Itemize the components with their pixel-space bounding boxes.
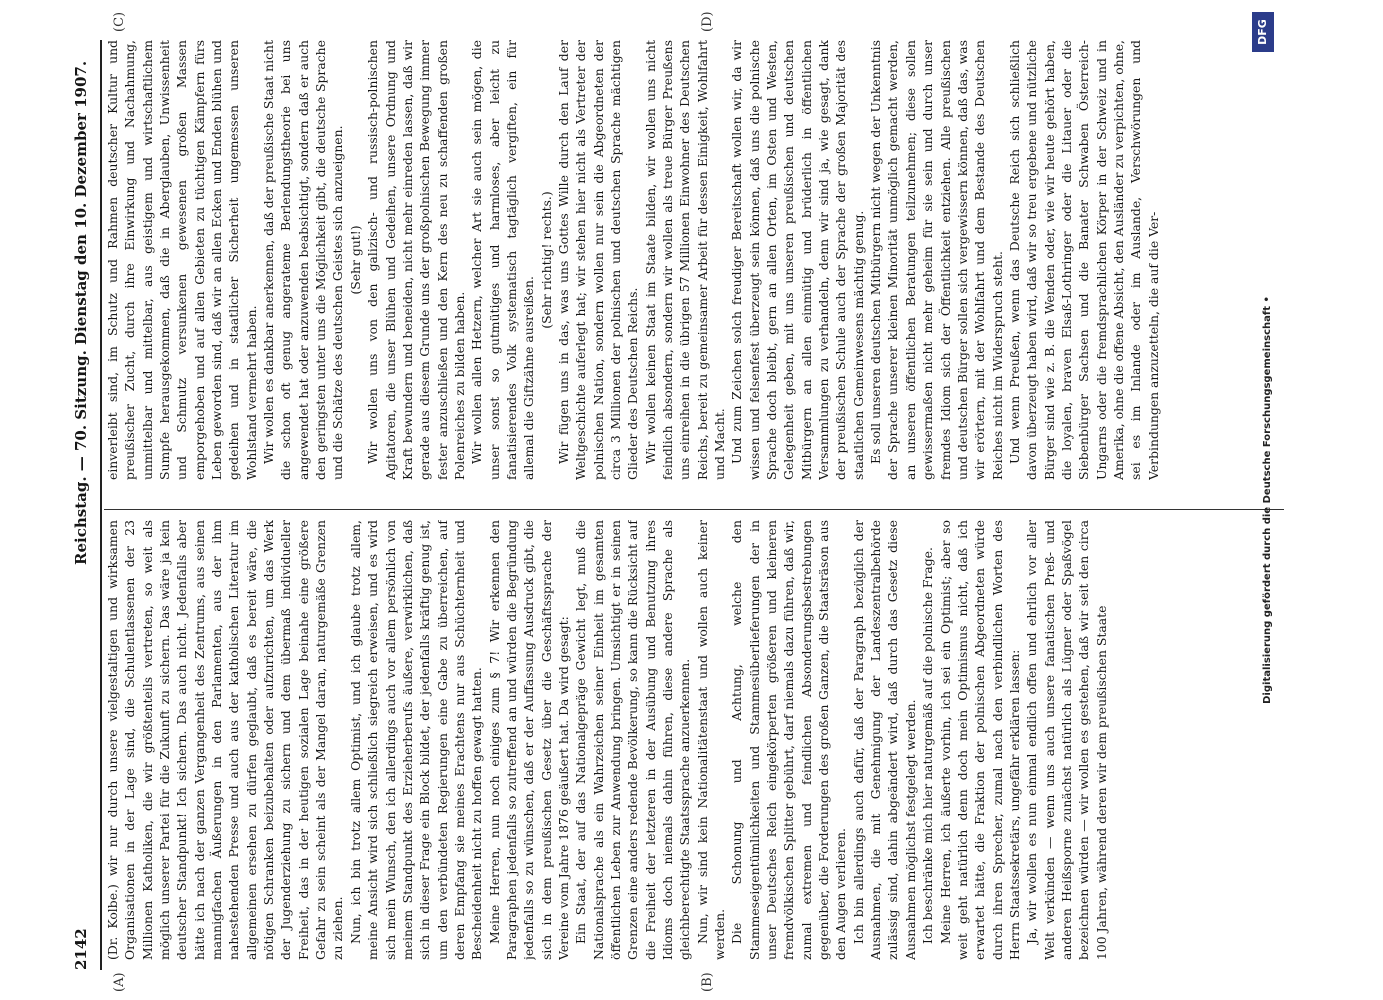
marker-b: (B) bbox=[700, 972, 715, 992]
marker-a: (A) bbox=[112, 972, 127, 992]
right-column bbox=[104, 40, 1284, 480]
paragraph: Wir wollen uns von den galizisch- und russisch-polnischen Agitatoren, die unser Blühen und Gedeihen, unsere Ordnung und Kraft bewundern und beneiden, nicht mehr einreden lassen, daß wir gerade aus diesem Grunde uns der großpolnischen Bewegung immer fester anzuschließen und den Kern des neu zu schaffenden großen Polenreiches zu bilden haben. bbox=[365, 40, 467, 480]
paragraph: Meine Herren, nun noch einiges zum § 7! Wir erkennen den Paragraphen jedenfalls so zutreffend an und würden die Begründung jedenfalls so zu wünschen, daß er der Auffassung Ausdruck gibt, die sich in dem preußischen Gesetz über die Geschäftssprache der Vereine vom Jahre 1876 geäußert hat. Da wird gesagt: bbox=[486, 520, 571, 960]
paragraph: Nun, ich bin trotz allem Optimist, und ich glaube trotz allem, meine Ansicht wird sich schließlich siegreich erweisen, und es wird sich mein Wunsch, den ich allerdings auch vor allem persönlich von meinem Standpunkt des Erzieherberufs äußere, verwirklichen, daß sich in dieser Frage ein Block bildet, der jedenfalls kräftig genug ist, um den verbündeten Regierungen eine Gabe zu überreichen, auf deren Empfang sie meines Erachtens nur aus Schüchternheit und Bescheidenheit nicht zu hoffen gewagt hatten. bbox=[347, 520, 485, 960]
paragraph: Wir wollen keinen Staat im Staate bilden, wir wollen uns nicht feindlich absondern, sondern wir wollen als treue Bürger Preußens uns einreihen in die übrigen 57 Millionen Einwohner des Deutschen Reichs, bereit zu gemeinsamer Arbeit für dessen Einigkeit, Wohlfahrt und Macht. bbox=[642, 40, 728, 480]
page-header bbox=[60, 0, 102, 1000]
paragraph: Wir fügen uns in das, was uns Gottes Wille durch den Lauf der Weltgeschichte auferlegt hat; wir stehen hier nicht als Vertreter der polnischen Nation, sondern wollen nur sein die Abgeordneten der circa 3 Millionen der polnischen und deutschen Sprache mächtigen Glieder des Deutschen Reichs. bbox=[555, 40, 641, 480]
paragraph: Wir wollen allen Hetzern, welcher Art sie auch sein mögen, die unser sonst so gutmütiges und harmloses, aber leicht zu fanatisierendes Volk systematisch tagtäglich vergiften, ein für allemal die Giftzähne ausreißen. bbox=[469, 40, 537, 480]
paragraph: (Dr. Kolbe.) wir nur durch unsere vielgestaltigen und wirksamen Organisationen in der Lage sind, die Schulentlassenen der 23 Millionen Katholiken, die wir größtenteils vertreten, so weit als möglich unserer Partei für die Zukunft zu sichern. Das wäre ja kein deutscher Standpunkt! Ich sichern. Das auch nicht. Jedenfalls aber hätte ich nach der ganzen Vergangenheit des Zentrums, aus seinen mannigfachen Äußerungen in den Parlamenten, aus der ihm nahestehenden Presse und auch aus der katholischen Literatur im allgemeinen ersehen zu dürfen geglaubt, daß es bereit wäre, die nötigen Schranken beizubehalten oder aufzurichten, um das Werk der Jugenderziehung zu sichern und dem übermaß individueller Freiheit, das in der heutigen sozialen Lage beinahe eine größere Gefahr zu sein scheint als der Mangel daran, naturgemäße Grenzen zu ziehen. bbox=[105, 520, 346, 960]
paragraph: Wir wollen es dankbar anerkennen, daß der preußische Staat nicht die schon oft genug angerateme Berlendungstheorie bei uns angewendet hat oder anzuwenden beabsichtigt, sondern daß er auch den geringsten unter uns die Möglichkeit gibt, die deutsche Sprache und die Schätze des deutschen Geistes sich anzueignen. bbox=[261, 40, 346, 480]
marker-c: (C) bbox=[112, 11, 127, 32]
marker-d: (D) bbox=[700, 11, 715, 32]
interjection: (Sehr gut!) bbox=[347, 225, 363, 295]
column-divider bbox=[104, 509, 1284, 510]
paragraph: Und zum Zeichen solch freudiger Bereitschaft wollen wir, da wir wissen und felsenfest überzeugt sein können, daß uns die polnische Sprache doch bleibt, gern an allen Orten, im Osten und Westen, Gelegenheit geben, mit uns unseren preußischen und deutschen Mitbürgern an allen einmütig und brüderlich in öffentlichen Versammlungen zu verhandeln, denn wir sind ja, wie gesagt, dank der preußischen Schule auch der Sprache der großen Majorität des staatlichen Gemeinwesens mächtig genug. bbox=[729, 40, 866, 480]
interjection: (Sehr richtig! rechts.) bbox=[538, 191, 554, 329]
running-title: Reichstag. — 70. Sitzung. Dienstag den 10. Dezember 1907. bbox=[72, 60, 90, 565]
page-number: 2142 bbox=[72, 928, 90, 970]
header-rule bbox=[100, 40, 102, 970]
digitization-credit: Digitalisierung gefördert durch die Deutsche Forschungsgemeinschaft • bbox=[1262, 296, 1273, 704]
paragraph: Ja, wir wollen es nun einmal endlich offen und ehrlich vor aller Welt verkünden — wenn uns auch unsere fanatischen Preß- und anderen Heißsporne zunächst natürlich als Lügner oder Spaßvögel bezeichnen würden — wir wollen es gestehen, daß wir seit den circa 100 Jahren, während deren wir dem preußischen Staate bbox=[1024, 520, 1109, 960]
paragraph: Ich bin allerdings auch dafür, daß der Paragraph bezüglich der Ausnahmen, die mit Genehmigung der Landeszentralbehörde zulässig sind, dahin abgeändert wird, daß durch das Gesetz diese Ausnahmen möglichst festgelegt werden. bbox=[850, 520, 918, 960]
paragraph: Meine Herren, ich äußerte vorhin, ich sei ein Optimist; aber so weit geht natürlich denn doch mein Optimismus nicht, daß ich erwartet hätte, die Fraktion der polnischen Abgeordneten würde durch ihren Sprecher, zumal nach den verbindlichen Worten des Herrn Staatssekretärs, ungefähr erklären lassen: bbox=[937, 520, 1022, 960]
paragraph: Und wenn Preußen, wenn das Deutsche Reich sich schließlich davon überzeugt haben wird, daß wir so treu ergebene und nützliche Bürger sind wie z. B. die Wenden oder, wie wir heute gehört haben, die loyalen, braven Elsaß-Lothringer oder die Litauer oder die Siebenbürger Sachsen und die Banater Schwaben Österreich-Ungarns oder die fremdsprachlichen Körper in der Schweiz und in Amerika, ohne die offene Absicht, den Ausländer zu verpichten, ohne, sei es im Inlande oder im Auslande, Verschwörungen und Verbindungen anzuzetteln, die auf die Ver- bbox=[1006, 40, 1161, 480]
paragraph: Es soll unseren deutschen Mitbürgern nicht wegen der Unkenntnis der Sprache unserer kleinen Minorität unmöglich gemacht werden, an unseren öffentlichen Beratungen teilzunehmen; diese sollen gewissermaßen nicht mehr geheim für sie sein und durch unser fremdes Idiom sich der Öffentlichkeit entziehen. Alle preußischen und deutschen Bürger sollen sich vergewissern können, daß das, was wir erörtern, mit der Wohlfahrt und dem Bestande des Deutschen Reiches nicht im Widerspruch steht. bbox=[868, 40, 1005, 480]
paragraph: einverleibt sind, im Schutz und Rahmen deutscher Kultur und preußischer Zucht, durch ihre Einwirkung und Nachahmung, unmittelbar und mittelbar, aus geistigem und wirtschaftlichem Sumpfe herausgekommen, daß die in Aberglauben, Unwissenheit und Schmutz versunkenen gewesenen großen Massen emporgehoben und auf allen Gebieten zu tüchtigen Kämpfern fürs Leben geworden sind, daß wir an allen Ecken und Enden blühen und gedeihen und in staatlicher Sicherheit ungemessen unseren Wohlstand vermehrt haben. bbox=[105, 40, 259, 480]
quote-paragraph: Ein Staat, der auf das Nationalgepräge Gewicht legt, muß die Nationalsprache als ein Wahrzeichen seiner Einheit im gesamten öffentlichen Leben zur Anwendung bringen. Umsichtigt er in seinen Grenzen eine anders redende Bevölkerung, so kann die Rücksicht auf die Freiheit der letzteren in der Ausübung und Benutzung ihres Idioms doch niemals dahin führen, diese andere Sprache als gleichberechtigte Staatssprache anzuerkennen. bbox=[573, 520, 693, 960]
paragraph: Die Schonung und Achtung, welche den Stammeseigentümlichkeiten und Stammesüberlieferungen der in unser Deutsches Reich eingekörperten größeren und kleineren fremdvölkischen Splitter gebührt, darf niemals dazu führen, daß wir, zumal extremen und feindlichen Absonderungsbestrebungen gegenüber, die Forderungen des großen Ganzen, die Staatsräson aus den Augen verlieren. bbox=[729, 520, 849, 960]
paragraph: Ich beschränke mich hier naturgemäß auf die polnische Frage. bbox=[920, 547, 936, 944]
left-column bbox=[104, 520, 1284, 960]
paragraph: Nun, wir sind kein Nationalitätenstaat und wollen auch keiner werden. bbox=[694, 520, 728, 960]
dfg-logo: DFG bbox=[1252, 12, 1274, 52]
